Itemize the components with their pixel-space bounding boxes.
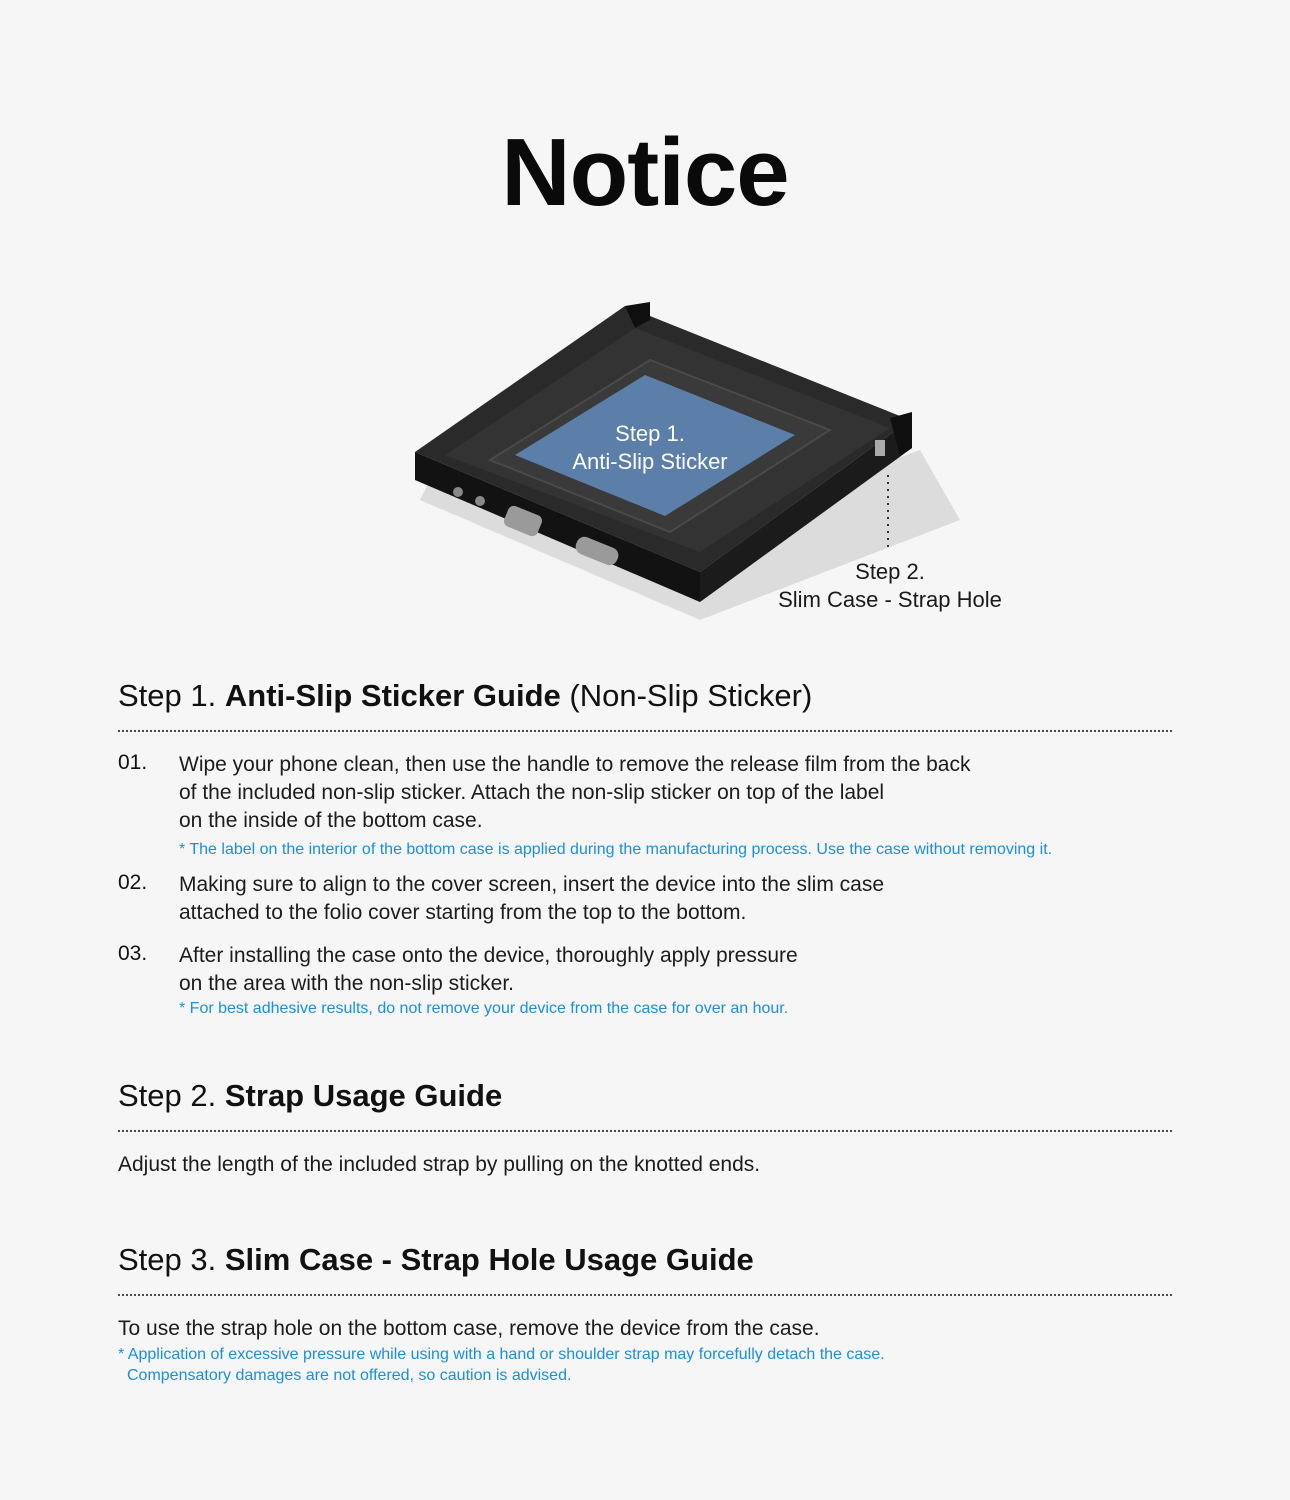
item-3-line: on the area with the non-slip sticker. <box>179 972 515 995</box>
item-number: 01. <box>118 751 148 774</box>
step3-note-line2: Compensatory damages are not offered, so caution is advised. <box>127 1367 572 1384</box>
step1-prefix: Step 1. <box>118 678 217 713</box>
item-2-line: Making sure to align to the cover screen, insert the device into the slim case <box>179 873 885 896</box>
camera-hole-1 <box>453 487 463 497</box>
strap-callout-line2: Slim Case - Strap Hole <box>778 587 1002 612</box>
step3-heading <box>118 1242 754 1278</box>
item-1-line: Wipe your phone clean, then use the handle to remove the release film from the back <box>179 753 971 776</box>
item-1-line: on the inside of the bottom case. <box>179 809 483 832</box>
item-2-line: attached to the folio cover starting from the top to the bottom. <box>179 901 747 924</box>
item-2-text <box>179 871 1139 927</box>
step2-title: Strap Usage Guide <box>224 1078 503 1113</box>
page-title: Notice <box>501 119 789 226</box>
step3-title: Slim Case - Strap Hole Usage Guide <box>224 1242 754 1277</box>
step3-prefix: Step 3. <box>118 1242 217 1277</box>
strap-callout <box>750 558 1030 614</box>
strap-hole <box>875 440 885 456</box>
step2-prefix: Step 2. <box>118 1078 217 1113</box>
item-3-note: * For best adhesive results, do not remove your device from the case for over an hour. <box>179 1000 789 1017</box>
sticker-callout-line1: Step 1. <box>615 421 685 446</box>
item-number: 03. <box>118 942 148 965</box>
item-1-line: of the included non-slip sticker. Attach the non-slip sticker on top of the label <box>179 781 885 804</box>
item-3-line: After installing the case onto the device, thoroughly apply pressure <box>179 944 798 967</box>
step2-heading <box>118 1078 502 1114</box>
step3-text: To use the strap hole on the bottom case, remove the device from the case. <box>118 1317 820 1340</box>
item-number: 02. <box>118 871 148 894</box>
step2-divider <box>118 1130 1172 1132</box>
item-1-text <box>179 751 1139 835</box>
step1-divider <box>118 730 1172 732</box>
item-1-note: * The label on the interior of the bottom case is applied during the manufacturing process. Use the case without removing it. <box>179 841 1053 858</box>
camera-hole-2 <box>475 496 485 506</box>
step1-suffix: (Non-Slip Sticker) <box>569 678 813 713</box>
step1-heading <box>118 678 812 714</box>
strap-callout-line1: Step 2. <box>855 559 925 584</box>
item-3-text <box>179 942 1139 998</box>
sticker-callout <box>520 420 780 476</box>
sticker-callout-line2: Anti-Slip Sticker <box>572 449 728 474</box>
step1-title: Anti-Slip Sticker Guide <box>224 678 561 713</box>
step3-note-line1: * Application of excessive pressure while using with a hand or shoulder strap may forcefully detach the case. <box>118 1346 885 1363</box>
step2-text: Adjust the length of the included strap by pulling on the knotted ends. <box>118 1153 761 1176</box>
step3-divider <box>118 1294 1172 1296</box>
